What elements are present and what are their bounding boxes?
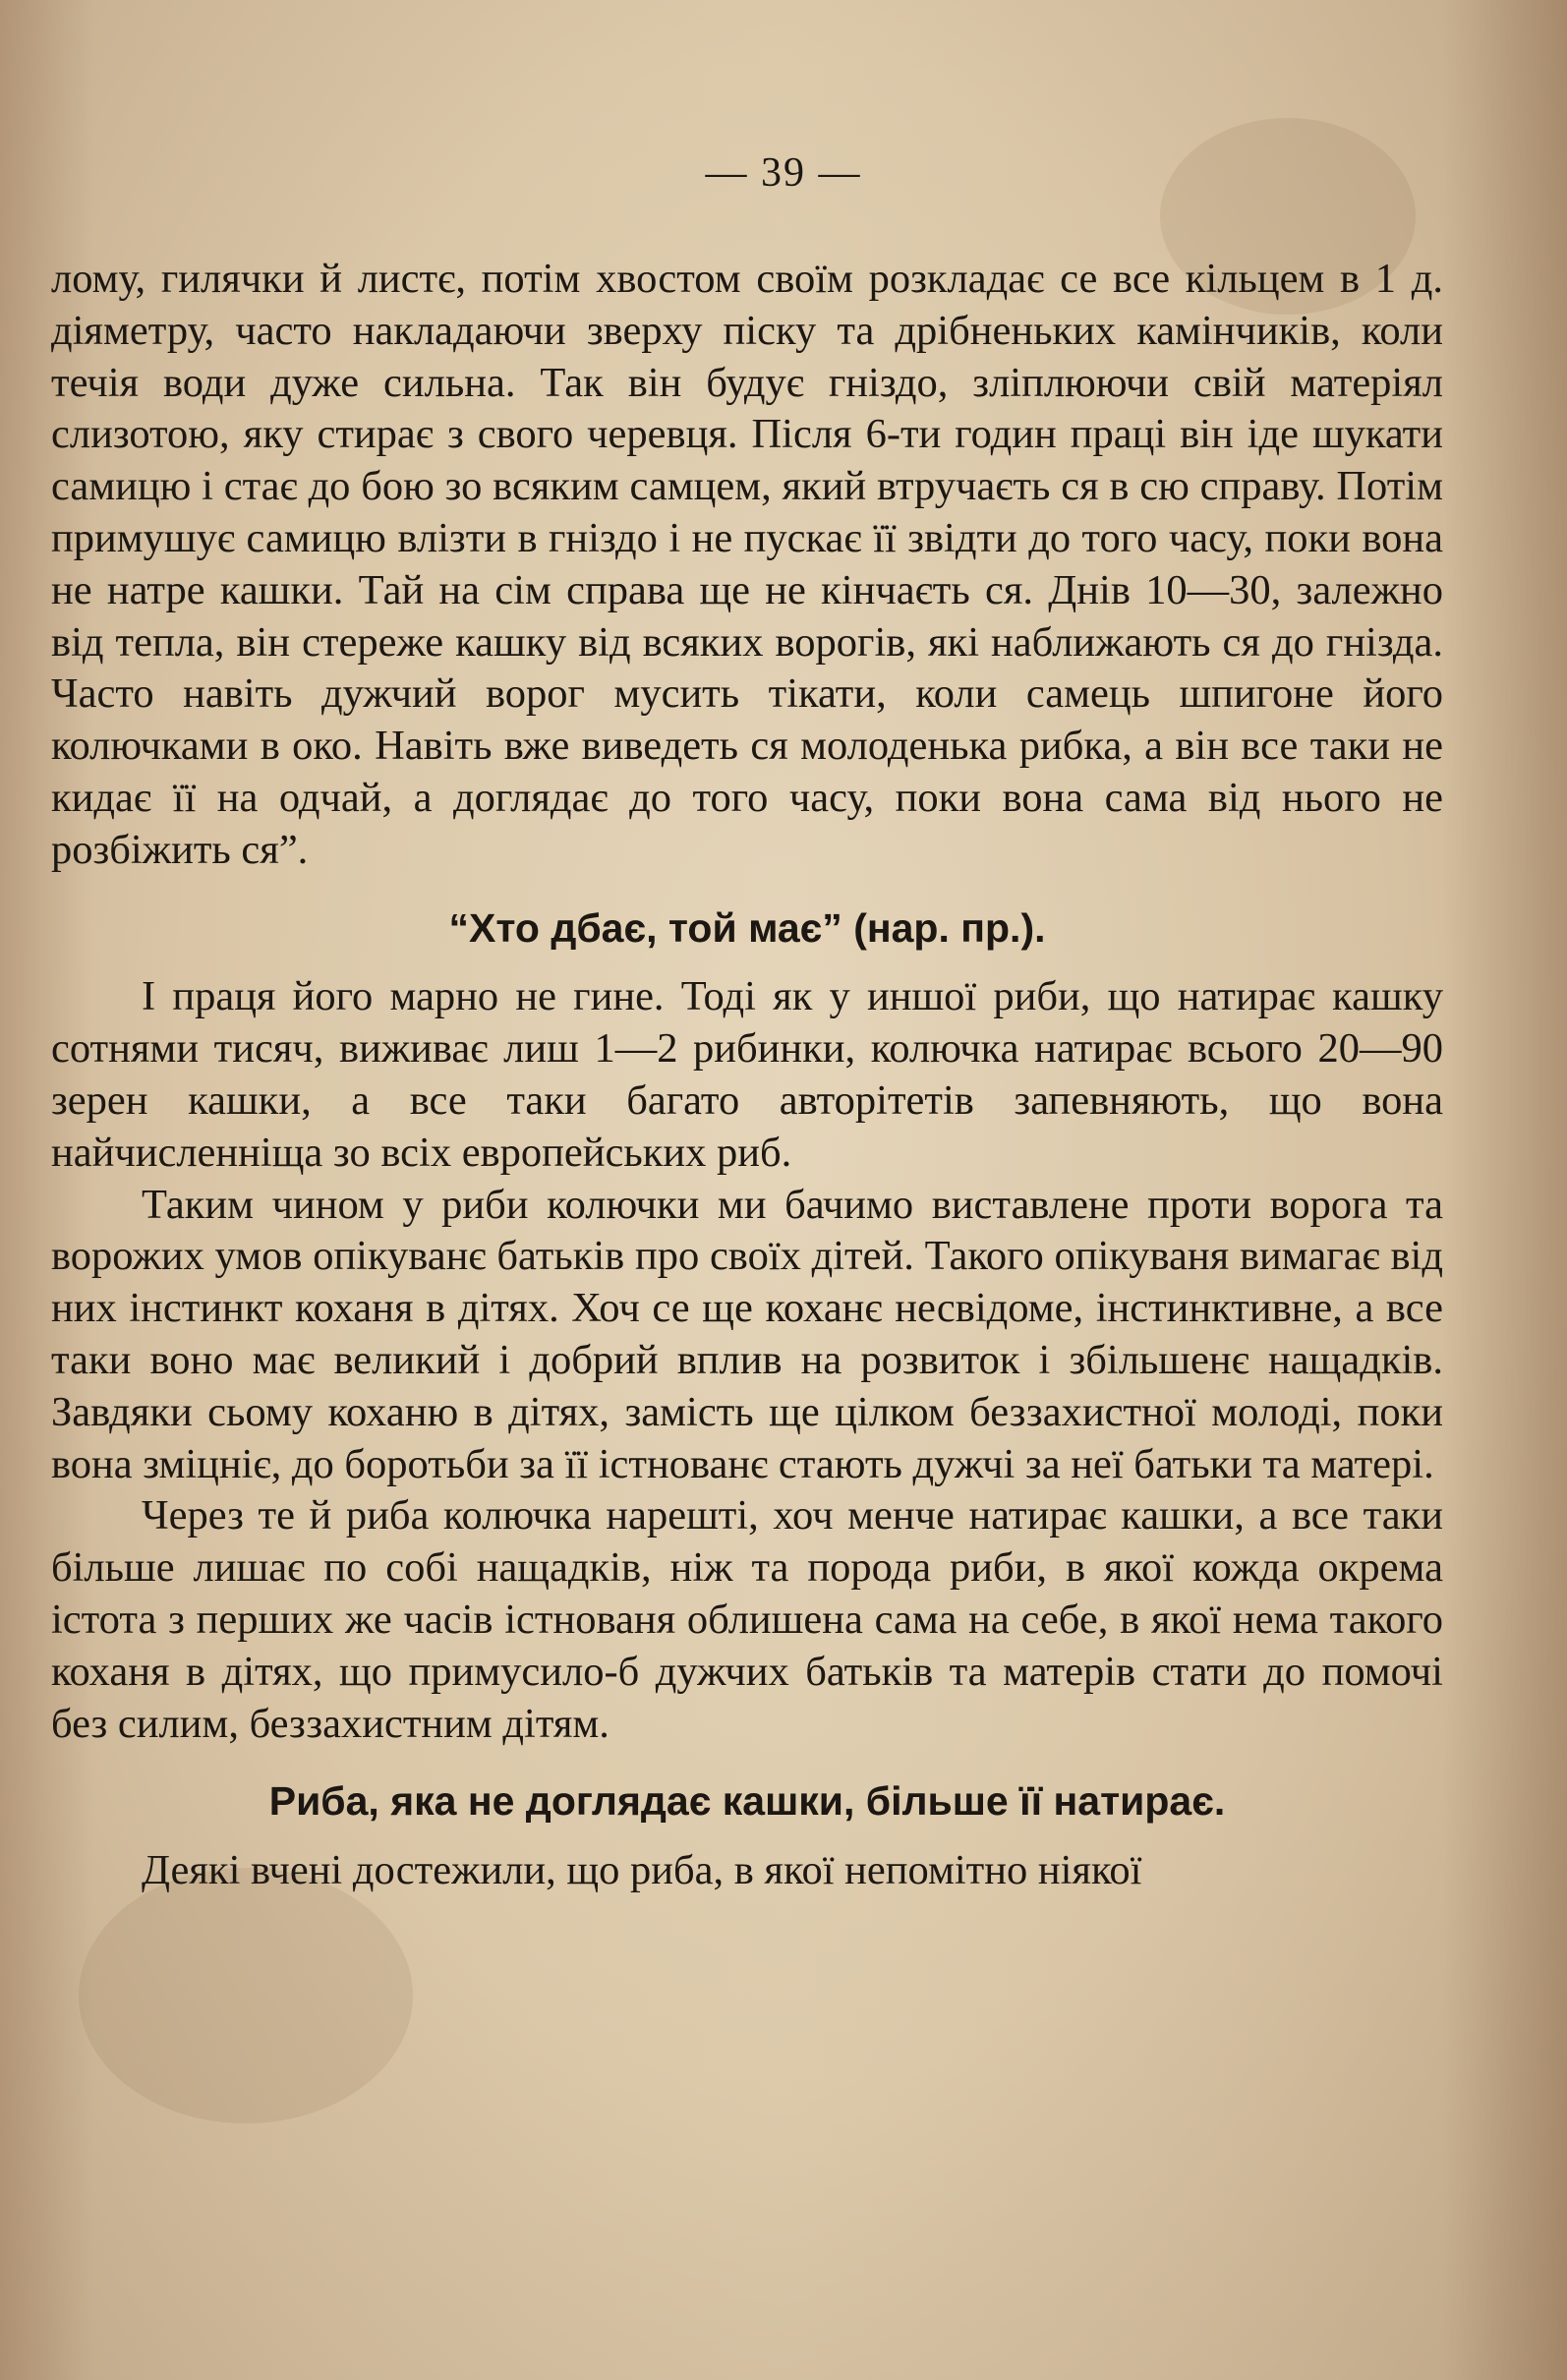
body-text <box>51 254 1443 1897</box>
paragraph-continued: лому, гилячки й листє, потім хвостом своїм розкладає се все кільцем в 1 д. діяметру, часто накладаючи зверху піску та дрібненьких камінчиків, коли течія води дуже сильна. Так він будує гніздо, зліплюючи свій матеріял слизотою, яку стирає з свого черевця. Після 6-ти годин праці він іде шукати самицю і стає до бою зо всяким самцем, який втручаєть ся в сю справу. Потім примушує самицю влізти в гніздо і не пускає її звідти до того часу, поки вона не натре кашки. Тай на сім справа ще не кінчаєть ся. Днів 10—30, залежно від тепла, він стереже кашку від всяких ворогів, які наближають ся до гнізда. Часто навіть дужчий ворог мусить тікати, коли самець шпигоне його колючками в око. Навіть вже виведеть ся молоденька рибка, а він все таки не кидає її на одчай, а доглядає до того часу, поки вона сама від нього не розбіжить ся”. <box>51 256 1443 873</box>
paragraph: Таким чином у риби колючки ми бачимо виставлене проти ворога та ворожих умов опікуванє батьків про своїх дітей. Такого опікуваня вимагає від них інстинкт коханя в дітях. Хоч се ще коханє несвідоме, інстинктивне, а все таки воно має великий і добрий вплив на розвиток і збільшенє нащадків. Завдяки сьому коханю в дітях, замість ще цілком беззахистної молоді, поки вона зміцніє, до боротьби за її істнованє стають дужчі за неї батьки та матері. <box>51 1181 1443 1487</box>
paper-stain <box>79 1868 413 2123</box>
paragraph-truncated: Деякі вчені достежили, що риба, в якої непомітно ніякої <box>142 1847 1142 1894</box>
page-number: — 39 — <box>705 150 862 196</box>
section-heading-fish: Риба, яка не доглядає кашки, більше її натирає. <box>268 1778 1226 1825</box>
paragraph: Через те й риба колючка нарешті, хоч менче натирає кашки, а все таки більше лишає по собі нащадків, ніж та порода риби, в якої кожда окрема істота з перших же часів істнованя облишена сама на себе, в якої нема такого коханя в дітях, що примусило-б дужчих батьків та матерів стати до помочі без силим, беззахистним дітям. <box>51 1492 1443 1747</box>
paragraph: І праця його марно не гине. Тоді як у иншої риби, що натирає кашку сотнями тисяч, виживає лиш 1—2 рибинки, колючка натирає всього 20—90 зерен кашки, а все таки багато авторітетів запевняють, що вона найчисленніща зо всіх европейських риб. <box>51 973 1443 1176</box>
section-heading-proverb: “Хто дбає, той має” (нар. пр.). <box>448 904 1046 951</box>
